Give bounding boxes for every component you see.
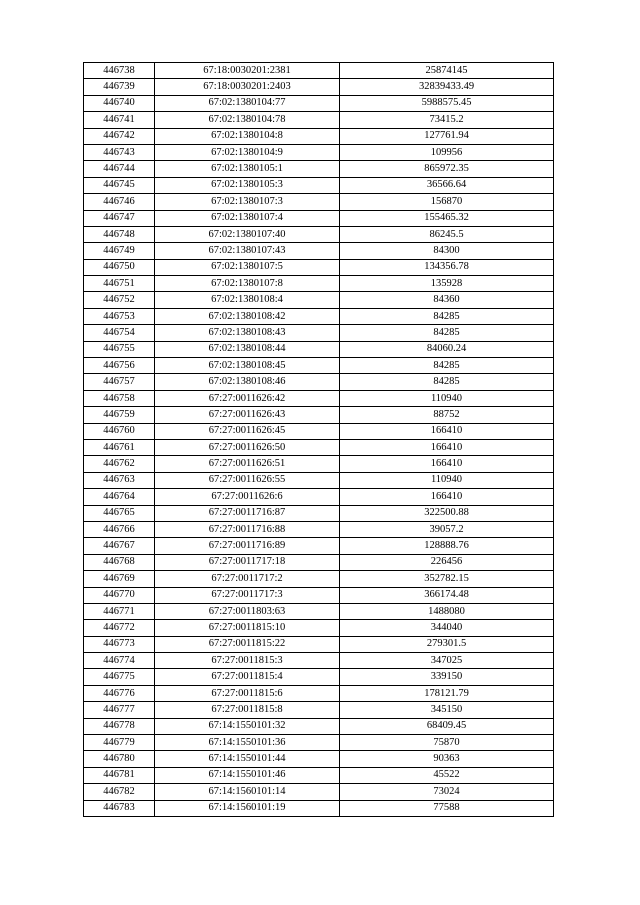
- row-number-cell: 446766: [84, 521, 155, 537]
- table-row: [84, 587, 554, 603]
- table-row: [84, 95, 554, 111]
- value-cell: 366174.48: [340, 587, 554, 603]
- table-row: [84, 79, 554, 95]
- row-number-cell: 446738: [84, 63, 155, 79]
- table-row: [84, 620, 554, 636]
- value-cell: 84285: [340, 325, 554, 341]
- value-cell: 322500.88: [340, 505, 554, 521]
- value-cell: 128888.76: [340, 538, 554, 554]
- cadastral-number-cell: 67:27:0011716:89: [155, 538, 340, 554]
- row-number-cell: 446760: [84, 423, 155, 439]
- row-number-cell: 446780: [84, 751, 155, 767]
- table-row: [84, 767, 554, 783]
- row-number-cell: 446772: [84, 620, 155, 636]
- row-number-cell: 446752: [84, 292, 155, 308]
- cadastral-number-cell: 67:02:1380107:3: [155, 194, 340, 210]
- row-number-cell: 446746: [84, 194, 155, 210]
- value-cell: 134356.78: [340, 259, 554, 275]
- row-number-cell: 446781: [84, 767, 155, 783]
- cadastral-number-cell: 67:27:0011717:18: [155, 554, 340, 570]
- row-number-cell: 446753: [84, 308, 155, 324]
- value-cell: 155465.32: [340, 210, 554, 226]
- table-row: [84, 292, 554, 308]
- data-table: [83, 62, 554, 817]
- table-row: [84, 390, 554, 406]
- row-number-cell: 446755: [84, 341, 155, 357]
- value-cell: 344040: [340, 620, 554, 636]
- value-cell: 32839433.49: [340, 79, 554, 95]
- row-number-cell: 446765: [84, 505, 155, 521]
- table-row: [84, 407, 554, 423]
- cadastral-number-cell: 67:18:0030201:2403: [155, 79, 340, 95]
- table-row: [84, 603, 554, 619]
- table-row: [84, 521, 554, 537]
- value-cell: 84285: [340, 358, 554, 374]
- table-row: [84, 636, 554, 652]
- value-cell: 279301.5: [340, 636, 554, 652]
- value-cell: 166410: [340, 489, 554, 505]
- table-row: [84, 554, 554, 570]
- cadastral-number-cell: 67:27:0011626:42: [155, 390, 340, 406]
- value-cell: 178121.79: [340, 685, 554, 701]
- row-number-cell: 446739: [84, 79, 155, 95]
- value-cell: 345150: [340, 702, 554, 718]
- row-number-cell: 446745: [84, 177, 155, 193]
- value-cell: 110940: [340, 472, 554, 488]
- cadastral-number-cell: 67:02:1380108:42: [155, 308, 340, 324]
- cadastral-number-cell: 67:18:0030201:2381: [155, 63, 340, 79]
- table-row: [84, 226, 554, 242]
- row-number-cell: 446774: [84, 653, 155, 669]
- cadastral-number-cell: 67:02:1380107:43: [155, 243, 340, 259]
- table-row: [84, 505, 554, 521]
- cadastral-number-cell: 67:27:0011626:50: [155, 439, 340, 455]
- row-number-cell: 446773: [84, 636, 155, 652]
- value-cell: 84285: [340, 374, 554, 390]
- row-number-cell: 446762: [84, 456, 155, 472]
- value-cell: 166410: [340, 423, 554, 439]
- row-number-cell: 446776: [84, 685, 155, 701]
- value-cell: 156870: [340, 194, 554, 210]
- table-row: [84, 276, 554, 292]
- cadastral-number-cell: 67:02:1380104:78: [155, 112, 340, 128]
- value-cell: 86245.5: [340, 226, 554, 242]
- value-cell: 39057.2: [340, 521, 554, 537]
- table-row: [84, 423, 554, 439]
- table-row: [84, 259, 554, 275]
- row-number-cell: 446759: [84, 407, 155, 423]
- row-number-cell: 446750: [84, 259, 155, 275]
- table-row: [84, 538, 554, 554]
- table-row: [84, 571, 554, 587]
- table-row: [84, 177, 554, 193]
- cadastral-number-cell: 67:27:0011717:2: [155, 571, 340, 587]
- cadastral-number-cell: 67:02:1380104:77: [155, 95, 340, 111]
- row-number-cell: 446767: [84, 538, 155, 554]
- cadastral-number-cell: 67:02:1380108:45: [155, 358, 340, 374]
- cadastral-number-cell: 67:27:0011815:6: [155, 685, 340, 701]
- table-row: [84, 144, 554, 160]
- cadastral-number-cell: 67:14:1550101:32: [155, 718, 340, 734]
- value-cell: 73024: [340, 784, 554, 800]
- table-row: [84, 325, 554, 341]
- cadastral-number-cell: 67:02:1380108:46: [155, 374, 340, 390]
- table-row: [84, 718, 554, 734]
- value-cell: 352782.15: [340, 571, 554, 587]
- value-cell: 166410: [340, 456, 554, 472]
- cadastral-number-cell: 67:14:1560101:14: [155, 784, 340, 800]
- table-row: [84, 702, 554, 718]
- cadastral-number-cell: 67:27:0011626:6: [155, 489, 340, 505]
- row-number-cell: 446748: [84, 226, 155, 242]
- table-row: [84, 751, 554, 767]
- cadastral-number-cell: 67:27:0011815:4: [155, 669, 340, 685]
- value-cell: 68409.45: [340, 718, 554, 734]
- cadastral-number-cell: 67:14:1550101:46: [155, 767, 340, 783]
- value-cell: 127761.94: [340, 128, 554, 144]
- table-row: [84, 800, 554, 816]
- cadastral-number-cell: 67:02:1380107:4: [155, 210, 340, 226]
- cadastral-number-cell: 67:27:0011716:88: [155, 521, 340, 537]
- value-cell: 36566.64: [340, 177, 554, 193]
- value-cell: 347025: [340, 653, 554, 669]
- row-number-cell: 446779: [84, 735, 155, 751]
- table-row: [84, 63, 554, 79]
- table-row: [84, 210, 554, 226]
- value-cell: 88752: [340, 407, 554, 423]
- value-cell: 77588: [340, 800, 554, 816]
- cadastral-number-cell: 67:02:1380108:43: [155, 325, 340, 341]
- cadastral-number-cell: 67:14:1550101:44: [155, 751, 340, 767]
- row-number-cell: 446768: [84, 554, 155, 570]
- row-number-cell: 446775: [84, 669, 155, 685]
- cadastral-number-cell: 67:27:0011815:10: [155, 620, 340, 636]
- row-number-cell: 446742: [84, 128, 155, 144]
- cadastral-number-cell: 67:02:1380104:9: [155, 144, 340, 160]
- table-row: [84, 128, 554, 144]
- table-row: [84, 358, 554, 374]
- table-row: [84, 685, 554, 701]
- value-cell: 84060.24: [340, 341, 554, 357]
- row-number-cell: 446744: [84, 161, 155, 177]
- row-number-cell: 446741: [84, 112, 155, 128]
- cadastral-number-cell: 67:02:1380107:40: [155, 226, 340, 242]
- table-row: [84, 472, 554, 488]
- table-row: [84, 489, 554, 505]
- cadastral-number-cell: 67:02:1380108:44: [155, 341, 340, 357]
- row-number-cell: 446743: [84, 144, 155, 160]
- row-number-cell: 446757: [84, 374, 155, 390]
- row-number-cell: 446756: [84, 358, 155, 374]
- row-number-cell: 446771: [84, 603, 155, 619]
- cadastral-number-cell: 67:27:0011626:51: [155, 456, 340, 472]
- table-body: [84, 63, 554, 817]
- value-cell: 75870: [340, 735, 554, 751]
- value-cell: 865972.35: [340, 161, 554, 177]
- value-cell: 84300: [340, 243, 554, 259]
- row-number-cell: 446763: [84, 472, 155, 488]
- row-number-cell: 446783: [84, 800, 155, 816]
- value-cell: 73415.2: [340, 112, 554, 128]
- cadastral-number-cell: 67:02:1380108:4: [155, 292, 340, 308]
- cadastral-number-cell: 67:02:1380105:1: [155, 161, 340, 177]
- cadastral-number-cell: 67:02:1380105:3: [155, 177, 340, 193]
- value-cell: 135928: [340, 276, 554, 292]
- cadastral-number-cell: 67:27:0011803:63: [155, 603, 340, 619]
- row-number-cell: 446761: [84, 439, 155, 455]
- table-row: [84, 439, 554, 455]
- table-row: [84, 784, 554, 800]
- table-row: [84, 308, 554, 324]
- cadastral-number-cell: 67:27:0011815:3: [155, 653, 340, 669]
- value-cell: 109956: [340, 144, 554, 160]
- value-cell: 90363: [340, 751, 554, 767]
- value-cell: 84360: [340, 292, 554, 308]
- value-cell: 166410: [340, 439, 554, 455]
- value-cell: 45522: [340, 767, 554, 783]
- row-number-cell: 446747: [84, 210, 155, 226]
- table-row: [84, 194, 554, 210]
- cadastral-number-cell: 67:27:0011626:45: [155, 423, 340, 439]
- row-number-cell: 446740: [84, 95, 155, 111]
- table-row: [84, 374, 554, 390]
- table-row: [84, 161, 554, 177]
- row-number-cell: 446770: [84, 587, 155, 603]
- table-row: [84, 112, 554, 128]
- cadastral-number-cell: 67:27:0011717:3: [155, 587, 340, 603]
- row-number-cell: 446778: [84, 718, 155, 734]
- cadastral-number-cell: 67:27:0011626:55: [155, 472, 340, 488]
- row-number-cell: 446777: [84, 702, 155, 718]
- cadastral-number-cell: 67:14:1550101:36: [155, 735, 340, 751]
- row-number-cell: 446754: [84, 325, 155, 341]
- row-number-cell: 446764: [84, 489, 155, 505]
- cadastral-number-cell: 67:27:0011716:87: [155, 505, 340, 521]
- row-number-cell: 446758: [84, 390, 155, 406]
- row-number-cell: 446769: [84, 571, 155, 587]
- row-number-cell: 446782: [84, 784, 155, 800]
- value-cell: 110940: [340, 390, 554, 406]
- cadastral-number-cell: 67:27:0011815:22: [155, 636, 340, 652]
- row-number-cell: 446749: [84, 243, 155, 259]
- cadastral-number-cell: 67:27:0011815:8: [155, 702, 340, 718]
- value-cell: 84285: [340, 308, 554, 324]
- row-number-cell: 446751: [84, 276, 155, 292]
- table-row: [84, 669, 554, 685]
- table-row: [84, 341, 554, 357]
- cadastral-number-cell: 67:27:0011626:43: [155, 407, 340, 423]
- cadastral-number-cell: 67:02:1380104:8: [155, 128, 340, 144]
- table-row: [84, 735, 554, 751]
- value-cell: 226456: [340, 554, 554, 570]
- cadastral-number-cell: 67:02:1380107:8: [155, 276, 340, 292]
- value-cell: 5988575.45: [340, 95, 554, 111]
- value-cell: 25874145: [340, 63, 554, 79]
- table-row: [84, 456, 554, 472]
- cadastral-number-cell: 67:14:1560101:19: [155, 800, 340, 816]
- value-cell: 339150: [340, 669, 554, 685]
- table-row: [84, 653, 554, 669]
- value-cell: 1488080: [340, 603, 554, 619]
- table-row: [84, 243, 554, 259]
- cadastral-number-cell: 67:02:1380107:5: [155, 259, 340, 275]
